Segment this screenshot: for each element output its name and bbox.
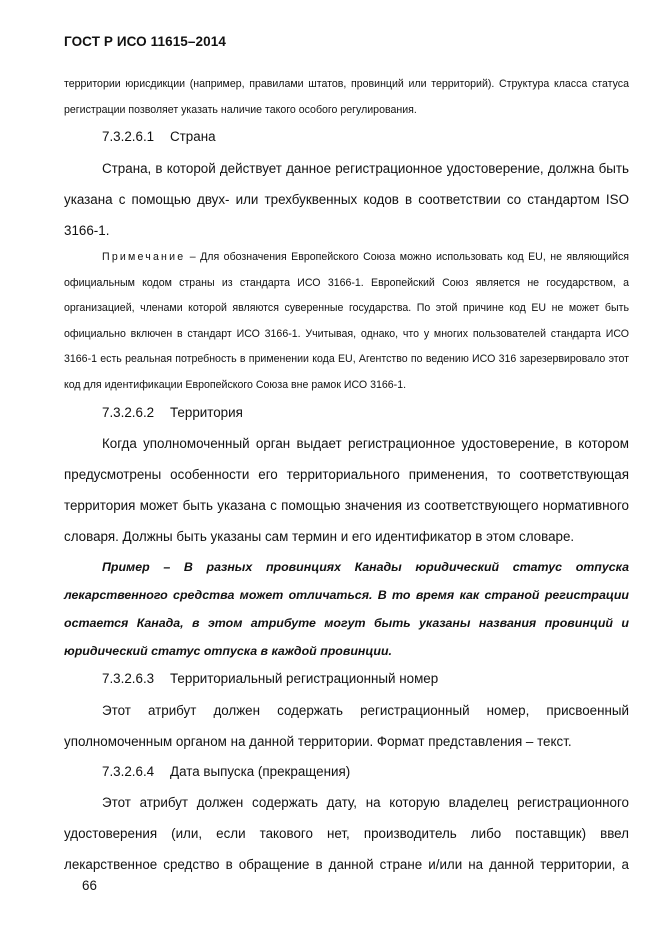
section-paragraph-territory: Когда уполномоченный орган выдает регистрационное удостоверение, в котором предусмотрены особенности его территориального применения, то соответствующая территория может быть указана с помощью значения из соответствующего нормативного словаря. Должны быть указаны сам термин и его идентификатор в этом словаре. xyxy=(64,436,629,544)
section-title: Дата выпуска (прекращения) xyxy=(170,764,351,779)
note-paragraph xyxy=(64,245,629,398)
section-heading-7-3-2-6-3 xyxy=(102,669,438,689)
section-title: Территория xyxy=(170,405,243,420)
example-paragraph: Пример – В разных провинциях Канады юридический статус отпуска лекарственного средства может отличаться. В то время как страной регистрации остается Канада, в этом атрибуте могут быть указаны названия провинций и юридический статус отпуска в каждой провинции. xyxy=(64,560,629,658)
section-title: Страна xyxy=(170,129,216,144)
section-heading-7-3-2-6-4 xyxy=(102,762,350,782)
section-paragraph-issue-date: Этот атрибут должен содержать дату, на которую владелец регистрационного удостоверения (или, если такового нет, производитель либо поставщик) ввел лекарственное средство в обращение в данной стране и/или на данной территории, а xyxy=(64,795,629,872)
section-title: Территориальный регистрационный номер xyxy=(170,671,439,686)
section-number: 7.3.2.6.4 xyxy=(102,764,155,779)
intro-paragraph: территории юрисдикции (например, правилами штатов, провинций или территорий). Структура класса статуса регистрации позволяет указать наличие такого особого регулирования. xyxy=(64,78,629,116)
section-number: 7.3.2.6.3 xyxy=(102,671,155,686)
section-paragraph-country: Страна, в которой действует данное регистрационное удостоверение, должна быть указана с помощью двух- или трехбуквенных кодов в соответствии со стандартом ISO 3166-1. xyxy=(64,161,629,238)
page-title: ГОСТ Р ИСО 11615–2014 xyxy=(64,34,226,49)
note-label: Примечание xyxy=(102,251,186,263)
note-text: – Для обозначения Европейского Союза можно использовать код EU, не являющийся официальным кодом страны из стандарта ИСО 3166-1. Европейский Союз является не государством, а организацией, членами которой являются суверенные государства. По этой причине код EU не может быть официально включен в стандарт ИСО 3166-1. Учитывая, однако, что у многих пользователей стандарта ИСО 3166-1 есть реальная потребность в применении кода EU, Агентство по ведению ИСО 316 зарезервировало этот код для идентификации Европейского Союза вне рамок ИСО 3166-1. xyxy=(64,251,629,391)
section-number: 7.3.2.6.2 xyxy=(102,405,155,420)
section-heading-7-3-2-6-2 xyxy=(102,403,243,423)
page-number: 66 xyxy=(82,878,97,893)
section-number: 7.3.2.6.1 xyxy=(102,129,155,144)
section-heading-7-3-2-6-1 xyxy=(102,127,216,147)
section-paragraph-reg-number: Этот атрибут должен содержать регистрационный номер, присвоенный уполномоченным органом на данной территории. Формат представления – текст. xyxy=(64,703,629,749)
